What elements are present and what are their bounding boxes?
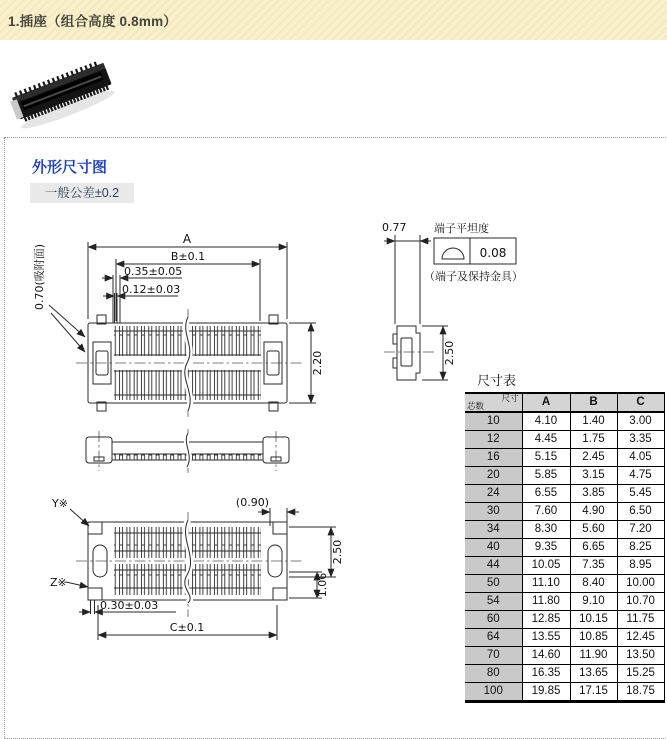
table-row (465, 683, 664, 702)
dim-value-cell: 3.15 (570, 467, 617, 485)
dim-value-cell: 4.05 (617, 449, 664, 467)
dim-value-cell: 10.00 (617, 575, 664, 593)
dim-value-cell: 8.40 (570, 575, 617, 593)
dim-value-cell: 16.35 (522, 665, 570, 683)
table-corner-cell (465, 393, 522, 412)
dim-value-cell: 7.35 (570, 557, 617, 575)
dim-inner-label: 1.06 (316, 572, 329, 598)
pin-count-cell: 50 (465, 575, 522, 593)
dim-value-cell: 4.90 (570, 503, 617, 521)
dim-b-label: B±0.1 (170, 250, 206, 263)
pin-count-cell: 16 (465, 449, 522, 467)
dim-value-cell: 5.45 (617, 485, 664, 503)
dim-value-cell: 3.00 (617, 412, 664, 431)
column-header-c: C (617, 393, 664, 412)
dim-a-label: A (182, 232, 192, 246)
dim-value-cell: 11.10 (522, 575, 570, 593)
table-row (465, 503, 664, 521)
dim-value-cell: 13.65 (570, 665, 617, 683)
dim-value-cell: 17.15 (570, 683, 617, 702)
pin-count-cell: 40 (465, 539, 522, 557)
ref-y-label: Y※ (52, 497, 68, 510)
dim-height-label: 2.50 (443, 340, 456, 366)
table-row (465, 611, 664, 629)
column-header-b: B (570, 393, 617, 412)
pin-count-cell: 80 (465, 665, 522, 683)
dim-value-cell: 6.55 (522, 485, 570, 503)
flatness-note: （端子及保持金具） (424, 270, 523, 283)
size-table (465, 392, 665, 703)
product-photo (8, 52, 123, 134)
dim-value-cell: 4.45 (522, 431, 570, 449)
flatness-value: 0.08 (479, 246, 507, 260)
dim-value-cell: 3.85 (570, 485, 617, 503)
dim-value-cell: 11.80 (522, 593, 570, 611)
pin-count-cell: 54 (465, 593, 522, 611)
pin-count-cell: 100 (465, 683, 522, 702)
dim-lead-width-label: 0.30±0.03 (100, 599, 159, 612)
dim-value-cell: 6.65 (570, 539, 617, 557)
dim-pin-pitch-label: 0.35±0.05 (124, 265, 183, 278)
tolerance-badge: 一般公差±0.2 (30, 183, 134, 203)
connector-photo-graphic (8, 59, 117, 133)
dim-value-cell: 5.85 (522, 467, 570, 485)
table-row (465, 431, 664, 449)
dim-value-cell: 18.75 (617, 683, 664, 702)
dim-value-cell: 10.85 (570, 629, 617, 647)
table-row (465, 665, 664, 683)
table-row (465, 521, 664, 539)
dim-value-cell: 12.45 (617, 629, 664, 647)
corner-label-pins: 芯数 (467, 401, 485, 411)
dim-depth-label: 2.20 (311, 350, 324, 376)
dim-value-cell: 7.60 (522, 503, 570, 521)
dim-value-cell: 10.05 (522, 557, 570, 575)
column-header-a: A (522, 393, 570, 412)
page-header (0, 0, 667, 40)
dim-value-cell: 10.15 (570, 611, 617, 629)
flatness-title: 端子平坦度 (434, 222, 489, 235)
pin-count-cell: 34 (465, 521, 522, 539)
pin-count-cell: 64 (465, 629, 522, 647)
dim-value-cell: 8.95 (617, 557, 664, 575)
table-row (465, 467, 664, 485)
pin-count-cell: 24 (465, 485, 522, 503)
dim-value-cell: 19.85 (522, 683, 570, 702)
dim-value-cell: 1.75 (570, 431, 617, 449)
table-row (465, 412, 664, 431)
pin-count-cell: 70 (465, 647, 522, 665)
pin-count-cell: 60 (465, 611, 522, 629)
dim-value-cell: 9.10 (570, 593, 617, 611)
dim-value-cell: 12.85 (522, 611, 570, 629)
pin-count-cell: 20 (465, 467, 522, 485)
dim-value-cell: 3.35 (617, 431, 664, 449)
dim-value-cell: 6.50 (617, 503, 664, 521)
dim-value-cell: 4.75 (617, 467, 664, 485)
pin-count-cell: 44 (465, 557, 522, 575)
dim-value-cell: 9.35 (522, 539, 570, 557)
page-title: 1.插座（组合高度 0.8mm） (8, 14, 177, 29)
ref-z-label: Z※ (50, 576, 67, 589)
table-row (465, 557, 664, 575)
table-row (465, 449, 664, 467)
dim-value-cell: 2.45 (570, 449, 617, 467)
table-row (465, 647, 664, 665)
dim-value-cell: 5.60 (570, 521, 617, 539)
table-row (465, 485, 664, 503)
dim-value-cell: 4.10 (522, 412, 570, 431)
dim-suction-face-label: 0.70(吸附面) (33, 243, 46, 311)
dim-pin-width-label: 0.12±0.03 (122, 283, 181, 296)
table-row (465, 539, 664, 557)
dim-value-cell: 10.70 (617, 593, 664, 611)
table-row (465, 593, 664, 611)
dim-value-cell: 15.25 (617, 665, 664, 683)
size-table-title: 尺寸表 (477, 373, 517, 388)
pin-count-cell: 10 (465, 412, 522, 431)
dim-value-cell: 8.25 (617, 539, 664, 557)
dim-value-cell: 11.75 (617, 611, 664, 629)
dim-width-label: 0.77 (382, 221, 407, 234)
dim-value-cell: 13.55 (522, 629, 570, 647)
section-title: 外形尺寸图 (32, 159, 108, 176)
pin-count-cell: 30 (465, 503, 522, 521)
dim-row-span-label: 2.50 (331, 539, 344, 565)
table-row (465, 575, 664, 593)
table-row (465, 629, 664, 647)
dim-end-gap-label: (0.90) (235, 496, 269, 509)
dim-value-cell: 1.40 (570, 412, 617, 431)
dim-value-cell: 11.90 (570, 647, 617, 665)
table-header-row (465, 393, 664, 412)
dim-value-cell: 7.20 (617, 521, 664, 539)
dim-value-cell: 14.60 (522, 647, 570, 665)
size-table-body (465, 412, 664, 702)
dim-value-cell: 5.15 (522, 449, 570, 467)
pin-count-cell: 12 (465, 431, 522, 449)
dim-c-label: C±0.1 (169, 621, 205, 634)
dim-value-cell: 13.50 (617, 647, 664, 665)
dim-value-cell: 8.30 (522, 521, 570, 539)
corner-label-size: 尺寸 (501, 393, 519, 403)
